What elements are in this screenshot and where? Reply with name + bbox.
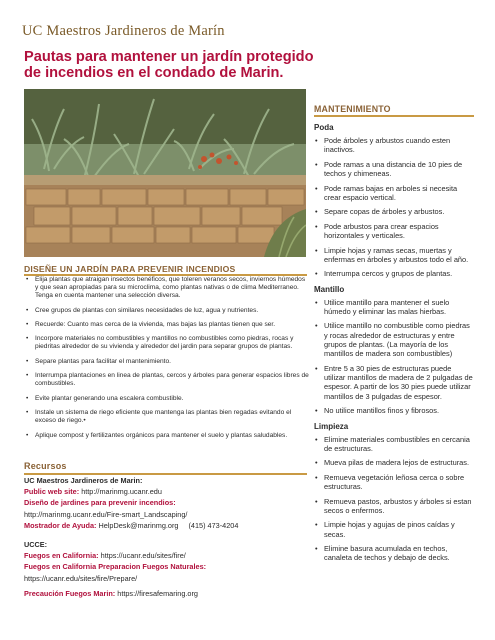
marin-fire-label: Precaución Fuegos Marin: [24,588,116,598]
list-item: • Elija plantas que atraigan insectos benéficos, que toleren veranos secos, inviernos húmedos y que sean apropiadas para su microclima, como plantas nativas o de clima Mediterraneo. Tenga en cuenta mantener una selección diversa. [24,276,309,300]
pruning-heading: Poda [314,123,334,132]
maintenance-heading: MANTENIMIENTO [314,104,391,114]
list-item: • Instale un sistema de riego eficiente que mantenga las plantas bien regadas evitando el exceso de riego.• [24,409,309,425]
resources-marin [24,475,309,531]
help-email[interactable]: HelpDesk@marinmg.org [98,520,179,530]
garden-photo [24,89,306,257]
fire-ca-link[interactable]: https://ucanr.edu/sites/fire/ [100,551,186,561]
list-item: • Utilice mantillo para mantener el suelo húmedo y eliminar las malas hierbas. [314,298,474,317]
list-item: • Utilice mantillo no combustible como piedras y rocas alrededor de estructuras y entre grupos de plantas. (La mayoría de los mantillos de madera son combustibles) [314,321,474,358]
list-item: • Entre 5 a 30 pies de estructuras puede utilizar mantillos de madera de 2 pulgadas de espesor. A partir de los 30 pies puede utilizar mantillos de 3 pulgadas de espesor. [314,364,474,401]
list-item: • Separe plantas para facilitar el mantenimiento. [24,358,309,366]
list-item: • Interrumpa cercos y grupos de plantas. [314,269,474,278]
org-title: UC Maestros Jardineros de Marín [22,23,225,39]
fire-ca-label: Fuegos en California: [24,551,99,561]
ucce-heading: UCCE: [24,540,48,549]
web-label: Public web site: [24,487,80,497]
list-item: • Limpie hojas y ramas secas, muertas y enfermas en árboles y arbustos todo el año. [314,246,474,265]
help-label: Mostrador de Ayuda: [24,520,97,530]
list-item: • Pode arbustos para crear espacios horizontales y verticales. [314,222,474,241]
list-item: • Recuerde: Cuanto mas cerca de la vivienda, mas bajas las plantas tienen que ser. [24,321,309,329]
resources-ucce [24,539,309,599]
prep-link[interactable]: https://ucanr.edu/sites/fire/Prepare/ [24,573,138,583]
list-item: • Evite plantar generando una escalera combustible. [24,395,309,403]
mulch-heading: Mantillo [314,284,345,294]
mulch-list [314,298,474,416]
cleanup-heading: Limpieza [314,421,349,431]
web-link[interactable]: http://marinmg.ucanr.edu [81,487,162,497]
help-phone: (415) 473-4204 [188,520,239,530]
list-item: • Separe copas de árboles y arbustos. [314,207,474,216]
list-item: • Elimine basura acumulada en techos, canaleta de techos y debajo de decks. [314,544,474,563]
list-item: • Pode ramas bajas en arboles si necesita crear espacio vertical. [314,184,474,203]
list-item: • Mueva pilas de madera lejos de estructuras. [314,458,474,467]
resources-heading: Recursos [24,461,67,471]
list-item: • Pode árboles y arbustos cuando esten inactivos. [314,136,474,155]
page-title: Pautas para mantener un jardín protegido de incendios en el condado de Marin. [24,49,314,81]
design-link[interactable]: http://marinmg.ucanr.edu/Fire-smart_Landscaping/ [24,509,188,519]
cleanup-list [314,435,474,563]
list-item: • Aplique compost y fertilizantes orgánicos para mantener el suelo y plantas saludables. [24,432,309,440]
resources-org: UC Maestros Jardineros de Marin: [24,476,143,485]
pruning-list [314,136,474,279]
list-item: • Limpie hojas y agujas de pinos caídas y secas. [314,520,474,539]
list-item: • Remueva vegetación leñosa cerca o sobre estructuras. [314,473,474,492]
design-label: Diseño de jardines para prevenir incendios: [24,498,176,508]
maintenance-rule [314,115,474,117]
list-item: • Interrumpa plantaciones en linea de plantas, cercos y árboles para generar espacios libres de combustibles. [24,372,309,388]
prep-label: Fuegos en California Preparacion Fuegos Naturales: [24,562,207,572]
list-item: • Incorpore materiales no combustibles y mantillos no combustibles como piedras, rocas y piedritas alrededor de su vivienda y alrededor del jardin para separar grupos de plantas. [24,335,309,351]
list-item: • Elimine materiales combustibles en cercania de estructuras. [314,435,474,454]
maintenance-column [314,123,474,568]
design-tips-list [24,276,309,446]
marin-fire-link[interactable]: https://firesafemaring.org [117,588,198,598]
list-item: • Remueva pastos, arbustos y árboles si estan secos o enfermos. [314,497,474,516]
list-item: • Pode ramas a una distancia de 10 pies de techos y chimeneas. [314,160,474,179]
garden-illustration [24,89,306,257]
list-item: • No utilice mantillos finos y fibrosos. [314,406,474,415]
design-section-heading: DISEÑE UN JARDÍN PARA PREVENIR INCENDIOS [24,264,236,274]
list-item: • Cree grupos de plantas con similares necesidades de luz, agua y nutrientes. [24,307,309,315]
